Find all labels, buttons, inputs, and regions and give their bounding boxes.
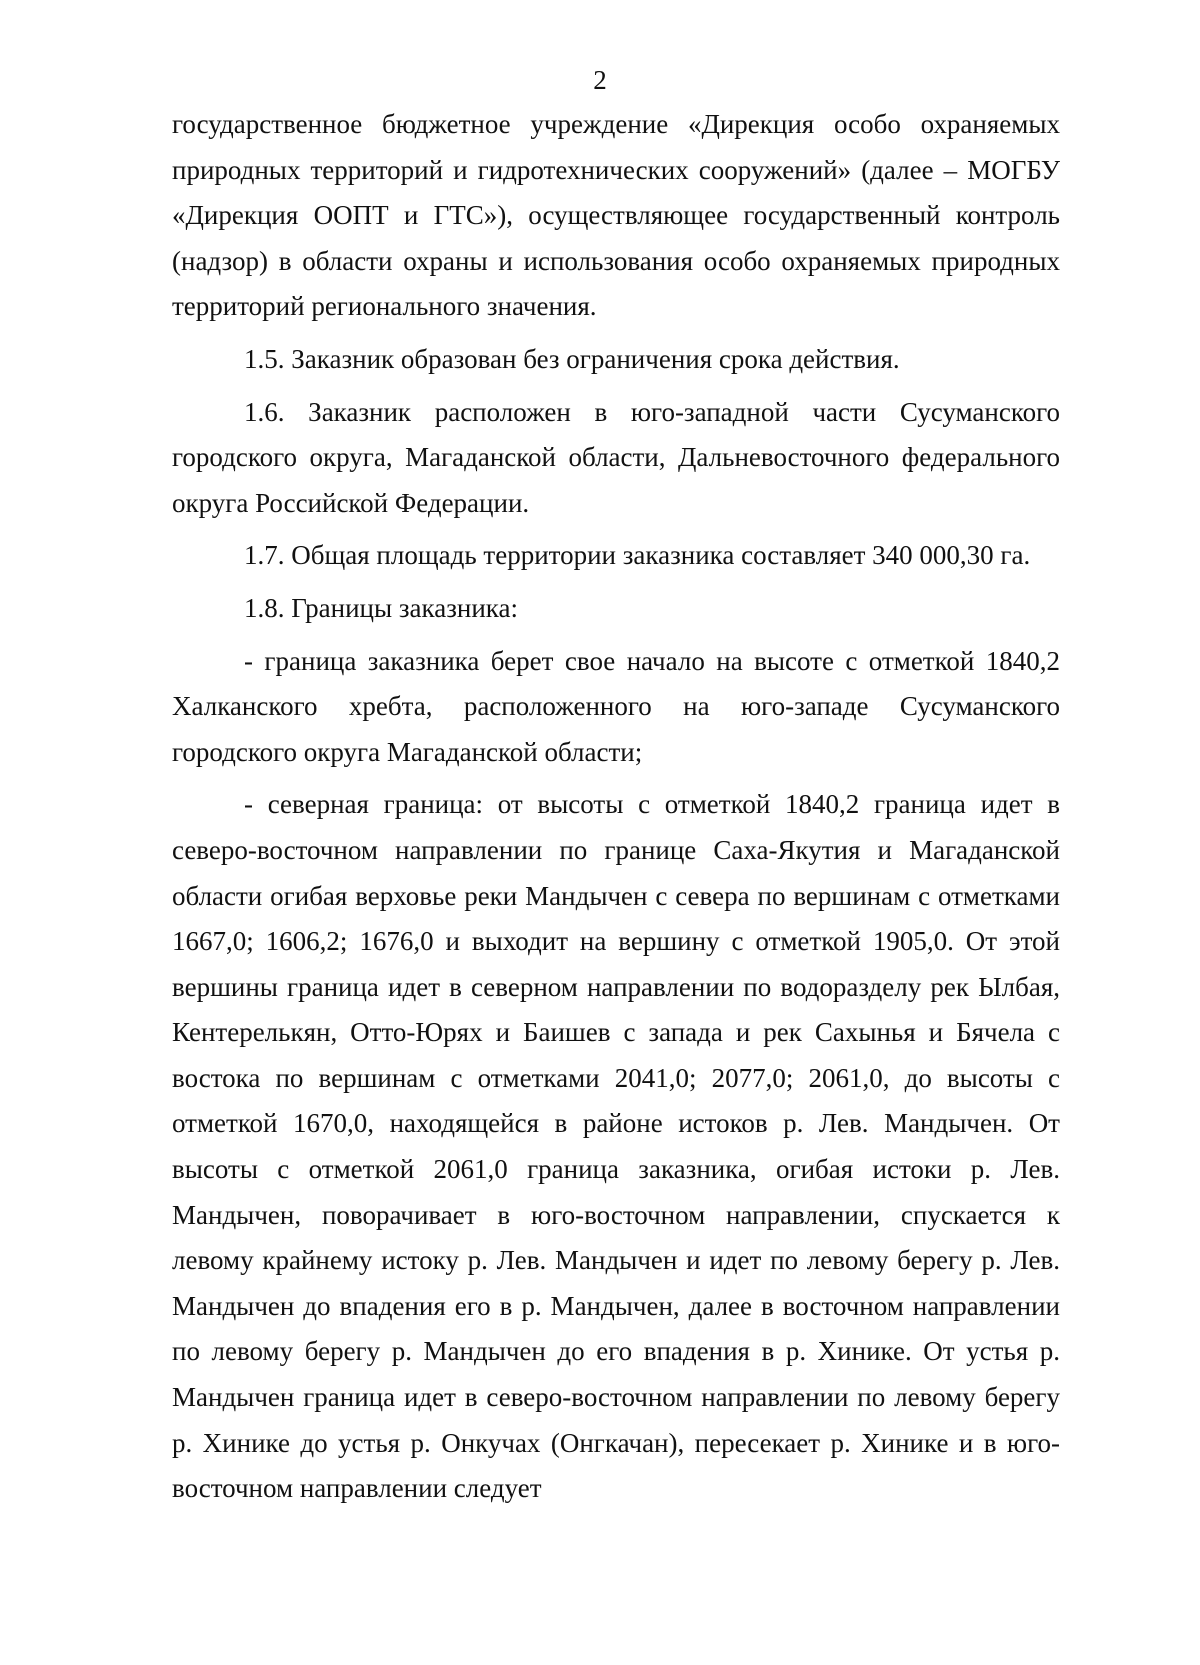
paragraph-1-5: 1.5. Заказник образован без ограничения срока действия. — [244, 343, 900, 374]
paragraph-1-7: 1.7. Общая площадь территории заказника составляет 340 000,30 га. — [244, 540, 1031, 571]
page-number: 2 — [593, 65, 607, 95]
document-body — [172, 102, 1060, 1512]
paragraph-1-6: 1.6. Заказник расположен в юго-западной части Сусуманского городского округа, Магаданской области, Дальневосточного федерального округа Российской Федерации. — [172, 396, 1060, 518]
paragraph-continuation: государственное бюджетное учреждение «Дирекция особо охраняемых природных территорий и гидротехнических сооружений» (далее – МОГБУ «Дирекция ООПТ и ГТС»), осуществляющее государственный контроль (надзор) в области охраны и использования особо охраняемых природных территорий регионального значения. — [172, 109, 1060, 322]
paragraph-1-8: 1.8. Границы заказника: — [244, 592, 518, 623]
paragraph-northern-boundary: - северная граница: от высоты с отметкой 1840,2 граница идет в северо-восточном направлении по границе Саха-Якутия и Магаданской области огибая верховье реки Мандычен с севера по вершинам с отметками 1667,0; 1606,2; 1676,0 и выходит на вершину с отметкой 1905,0. От этой вершины граница идет в северном направлении по водоразделу рек Ылбая, Кентерелькян, Отто-Юрях и Баишев с запада и рек Сахынья и Бячела с востока по вершинам с отметками 2041,0; 2077,0; 2061,0, до высоты с отметкой 1670,0, находящейся в районе истоков р. Лев. Мандычен. От высоты с отметкой 2061,0 граница заказника, огибая истоки р. Лев. Мандычен, поворачивает в юго-восточном направлении, спускается к левому крайнему истоку р. Лев. Мандычен и идет по левому берегу р. Лев. Мандычен до впадения его в р. Мандычен, далее в восточном направлении по левому берегу р. Мандычен до его впадения в р. Хинике. От устья р. Мандычен граница идет в северо-восточном направлении по левому берегу р. Хинике до устья р. Онкучах (Онгкачан), пересекает р. Хинике и в юго-восточном направлении следует — [172, 789, 1060, 1504]
paragraph-boundary-start: - граница заказника берет свое начало на высоте с отметкой 1840,2 Халканского хребта, расположенного на юго-западе Сусуманского городского округа Магаданской области; — [172, 645, 1060, 767]
